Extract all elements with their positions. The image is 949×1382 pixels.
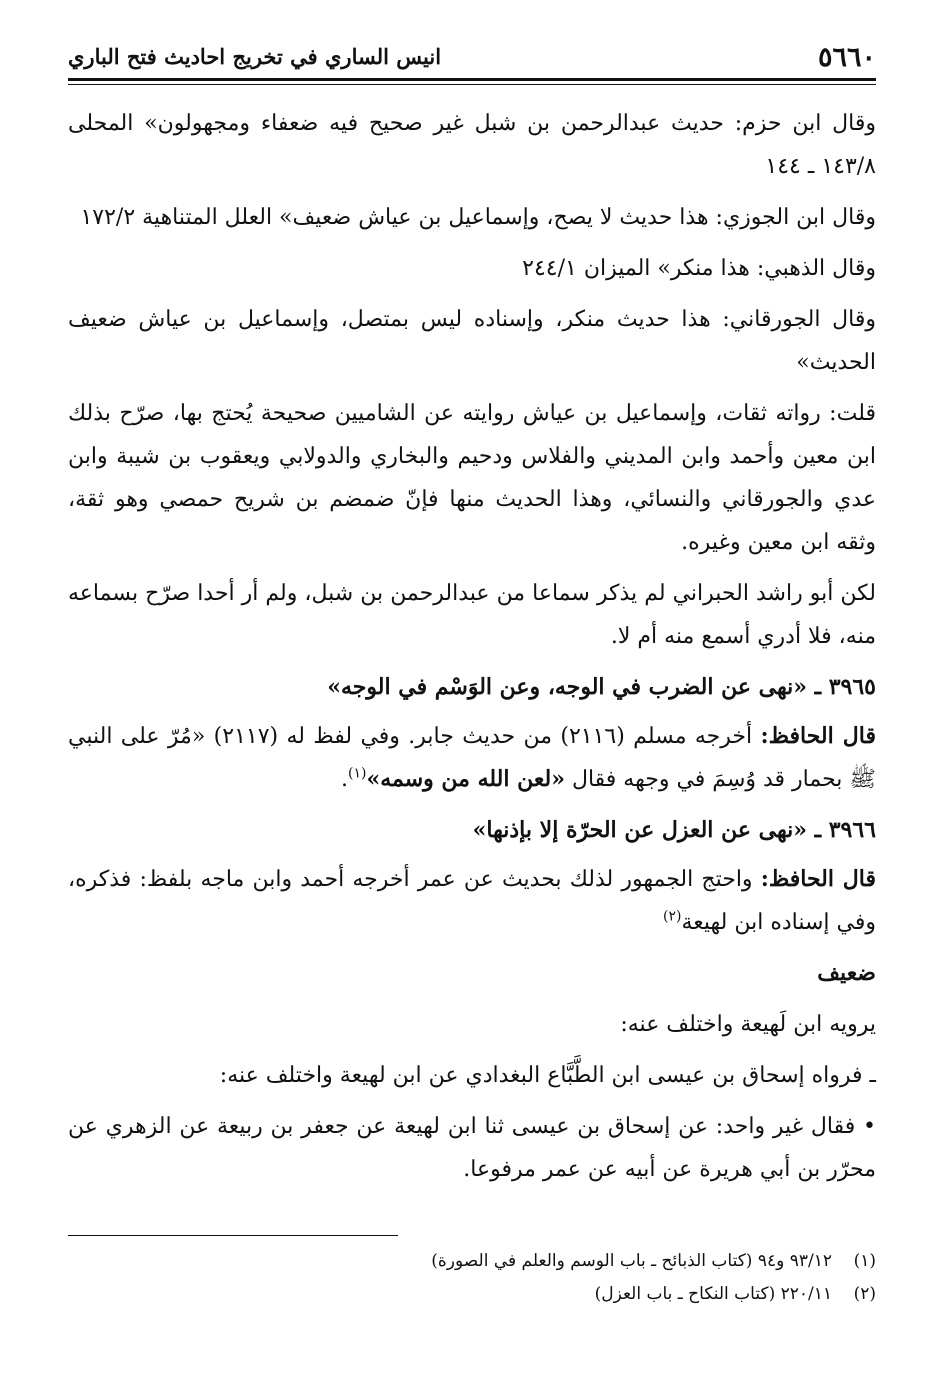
footnote-text: ٢٢٠/١١ (كتاب النكاح ـ باب العزل) (594, 1284, 832, 1304)
page-number: ٥٦٦٠ (817, 42, 876, 73)
commentary-text: أخرجه مسلم (٢١١٦) من حديث جابر. وفي لفظ له (٢١١٧) «مُرّ على النبي ﷺ بحمار قد وُسِمَ في وجهه فقال (68, 724, 876, 792)
header-divider (68, 78, 876, 81)
footnote-text: ٩٣/١٢ و٩٤ (كتاب الذبائح ـ باب الوسم والعلم في الصورة) (431, 1251, 832, 1271)
paragraph: قلت: رواته ثقات، وإسماعيل بن عياش روايته عن الشاميين صحيحة يُحتج بها، صرّح بذلك ابن معين وأحمد وابن المديني والفلاس ودحيم والبخاري والدولابي ويعقوب بن شيبة وابن عدي والجورقاني والنسائي، وهذا الحديث منها فإنّ ضمضم بن شريح حمصي وهو ثقة، وثقه ابن معين وغيره. (68, 401, 876, 555)
main-text (68, 102, 876, 1199)
footnote-mark: (١) (853, 1251, 876, 1271)
paragraph: وقال ابن حزم: حديث عبدالرحمن بن شبل غير صحيح فيه ضعفاء ومجهولون» المحلى ١٤٣/٨ ـ ١٤٤ (68, 111, 876, 179)
footnotes (68, 1245, 876, 1311)
paragraph: وقال الجورقاني: هذا حديث منكر، وإسناده ليس بمتصل، وإسماعيل بن عياش ضعيف الحديث» (68, 307, 876, 375)
footnote (68, 1245, 876, 1278)
document-page (68, 30, 876, 1360)
hadith-commentary (68, 858, 876, 944)
footnote-ref[interactable]: (١) (347, 765, 367, 782)
narration-paragraph: ـ فرواه إسحاق بن عيسى ابن الطَّبَّاع البغدادي عن ابن لهيعة واختلف عنه: (219, 1063, 876, 1088)
paragraph: وقال الذهبي: هذا منكر» الميزان ٢٤٤/١ (522, 256, 876, 281)
quoted-text: «لعن الله من وسمه» (366, 766, 565, 792)
footnote-mark: (٢) (853, 1284, 876, 1304)
speaker-label: قال الحافظ: (760, 866, 877, 892)
narration-paragraph: يرويه ابن لَهيعة واختلف عنه: (620, 1012, 876, 1037)
commentary-text: واحتج الجمهور لذلك بحديث عن عمر أخرجه أحمد وابن ماجه بلفظ: فذكره، وفي إسناده ابن لهيعة (68, 867, 876, 935)
paragraph: لكن أبو راشد الحبراني لم يذكر سماعا من عبدالرحمن بن شبل، ولم أر أحدا صرّح بسماعه منه، فلا أدري أسمع منه أم لا. (68, 581, 876, 649)
hadith-heading: ٣٩٦٥ ـ «نهى عن الضرب في الوجه، وعن الوَسْم في الوجه» (327, 674, 876, 700)
hadith-commentary: قال الحافظ: أخرجه مسلم (٢١١٦) من حديث جابر. وفي لفظ له (٢١١٧) «مُرّ على النبي ﷺ بحمار قد وُسِمَ في وجهه فقال «لعن الله من وسمه»$^{(١)}$. (68, 723, 876, 792)
hadith-heading: ٣٩٦٦ ـ «نهى عن العزل عن الحرّة إلا بإذنها» (472, 817, 876, 843)
grading-label: ضعيف (817, 960, 876, 986)
footnote-ref[interactable]: (٢) (662, 908, 682, 925)
narration-paragraph: • فقال غير واحد: عن إسحاق بن عيسى ثنا ابن لهيعة عن جعفر بن ربيعة عن الزهري عن محرّر بن أبي هريرة عن أبيه عن عمر مرفوعا. (68, 1114, 876, 1182)
paragraph: وقال ابن الجوزي: هذا حديث لا يصح، وإسماعيل بن عياش ضعيف» العلل المتناهية ١٧٢/٢ (80, 205, 876, 230)
book-title: انيس الساري في تخريج احاديث فتح الباري (68, 44, 442, 69)
speaker-label: قال الحافظ: (760, 723, 876, 749)
page-header (68, 42, 876, 78)
footnote-divider (68, 1235, 398, 1236)
footnote (68, 1278, 876, 1311)
